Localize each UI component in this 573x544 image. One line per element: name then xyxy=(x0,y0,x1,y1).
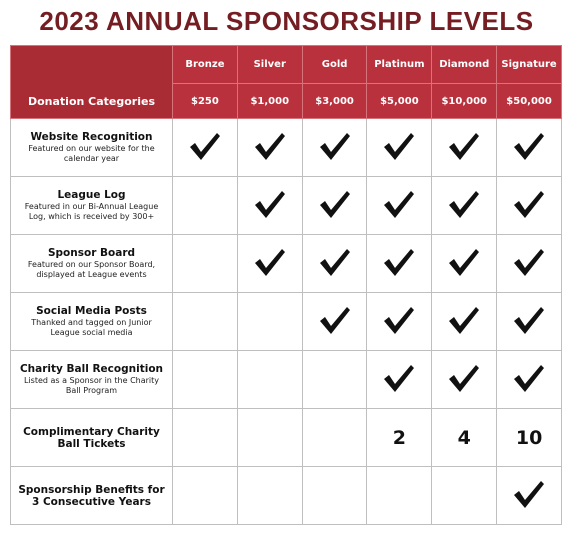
benefit-cell xyxy=(237,409,302,467)
benefit-cell xyxy=(367,119,432,177)
benefit-cell xyxy=(497,467,562,525)
benefit-label xyxy=(11,177,173,235)
tier-silver: Silver xyxy=(237,46,302,84)
table-body xyxy=(11,119,562,525)
table-row xyxy=(11,177,562,235)
checkmark-icon xyxy=(318,130,352,162)
checkmark-icon xyxy=(512,246,546,278)
benefit-cell xyxy=(497,409,562,467)
checkmark-icon xyxy=(512,188,546,220)
benefit-cell xyxy=(497,119,562,177)
benefit-cell xyxy=(173,467,238,525)
checkmark-icon xyxy=(382,188,416,220)
benefit-cell xyxy=(432,177,497,235)
benefit-description: Listed as a Sponsor in the Charity Ball Program xyxy=(23,376,160,395)
benefit-cell xyxy=(237,293,302,351)
price-diamond: $10,000 xyxy=(432,84,497,119)
benefit-cell xyxy=(173,351,238,409)
checkmark-icon xyxy=(447,130,481,162)
checkmark-icon xyxy=(512,304,546,336)
benefit-description: Thanked and tagged on Junior League social media xyxy=(31,318,152,337)
benefit-cell xyxy=(173,235,238,293)
benefit-title: Sponsorship Benefits for 3 Consecutive Years xyxy=(18,483,165,508)
table-row xyxy=(11,235,562,293)
ticket-count: 4 xyxy=(457,426,471,449)
benefit-cell xyxy=(237,119,302,177)
table-row xyxy=(11,409,562,467)
benefit-cell xyxy=(367,351,432,409)
benefit-cell xyxy=(173,409,238,467)
checkmark-icon xyxy=(512,478,546,510)
tier-bronze: Bronze xyxy=(173,46,238,84)
price-platinum: $5,000 xyxy=(367,84,432,119)
benefit-label xyxy=(11,351,173,409)
benefit-cell xyxy=(432,235,497,293)
checkmark-icon xyxy=(512,130,546,162)
tier-platinum: Platinum xyxy=(367,46,432,84)
checkmark-icon xyxy=(447,246,481,278)
checkmark-icon xyxy=(447,362,481,394)
checkmark-icon xyxy=(447,188,481,220)
benefit-cell xyxy=(432,293,497,351)
benefit-cell xyxy=(237,177,302,235)
checkmark-icon xyxy=(382,246,416,278)
benefit-cell xyxy=(302,119,367,177)
tier-gold: Gold xyxy=(302,46,367,84)
benefit-label xyxy=(11,293,173,351)
checkmark-icon xyxy=(382,130,416,162)
checkmark-icon xyxy=(253,246,287,278)
benefit-cell xyxy=(367,177,432,235)
benefit-cell xyxy=(302,351,367,409)
benefit-cell xyxy=(173,177,238,235)
price-bronze: $250 xyxy=(173,84,238,119)
sponsorship-table xyxy=(10,45,562,525)
benefit-cell xyxy=(367,409,432,467)
benefit-cell xyxy=(497,235,562,293)
benefit-cell xyxy=(367,467,432,525)
checkmark-icon xyxy=(318,188,352,220)
checkmark-icon xyxy=(188,130,222,162)
benefit-cell xyxy=(367,235,432,293)
ticket-count: 2 xyxy=(392,426,407,449)
benefit-cell xyxy=(237,467,302,525)
checkmark-icon xyxy=(318,246,352,278)
benefit-cell xyxy=(497,293,562,351)
table-row xyxy=(11,351,562,409)
benefit-title: Website Recognition xyxy=(30,131,153,143)
table-row xyxy=(11,119,562,177)
checkmark-icon xyxy=(447,304,481,336)
checkmark-icon xyxy=(382,304,416,336)
benefit-description: Featured in our Bi-Annual League Log, which is received by 300+ xyxy=(24,202,159,221)
checkmark-icon xyxy=(253,130,287,162)
benefit-title: League Log xyxy=(57,189,126,201)
tier-signature: Signature xyxy=(497,46,562,84)
benefit-label xyxy=(11,235,173,293)
price-silver: $1,000 xyxy=(237,84,302,119)
benefit-description: Featured on our website for the calendar year xyxy=(28,144,155,163)
benefit-cell xyxy=(173,293,238,351)
benefit-label xyxy=(11,409,173,467)
benefit-cell xyxy=(237,235,302,293)
benefit-title: Social Media Posts xyxy=(36,305,147,317)
benefit-cell xyxy=(432,467,497,525)
benefit-description: Featured on our Sponsor Board, displayed at League events xyxy=(27,260,156,279)
benefit-label xyxy=(11,467,173,525)
benefit-cell xyxy=(432,119,497,177)
price-gold: $3,000 xyxy=(302,84,367,119)
benefit-label xyxy=(11,119,173,177)
benefit-cell xyxy=(302,467,367,525)
benefit-cell xyxy=(302,293,367,351)
donation-categories-header: Donation Categories xyxy=(11,46,173,119)
benefit-cell xyxy=(432,409,497,467)
table-row xyxy=(11,293,562,351)
checkmark-icon xyxy=(382,362,416,394)
benefit-title: Complimentary Charity Ball Tickets xyxy=(23,425,160,450)
benefit-cell xyxy=(432,351,497,409)
price-signature: $50,000 xyxy=(497,84,562,119)
benefit-title: Sponsor Board xyxy=(47,247,136,259)
benefit-cell xyxy=(497,351,562,409)
benefit-cell xyxy=(302,177,367,235)
ticket-count: 10 xyxy=(515,426,543,449)
benefit-cell xyxy=(302,235,367,293)
benefit-cell xyxy=(367,293,432,351)
checkmark-icon xyxy=(253,188,287,220)
benefit-cell xyxy=(173,119,238,177)
tier-header-row xyxy=(11,46,562,84)
checkmark-icon xyxy=(512,362,546,394)
benefit-title: Charity Ball Recognition xyxy=(19,363,164,375)
benefit-cell xyxy=(497,177,562,235)
tier-diamond: Diamond xyxy=(432,46,497,84)
checkmark-icon xyxy=(318,304,352,336)
table-row xyxy=(11,467,562,525)
benefit-cell xyxy=(237,351,302,409)
benefit-cell xyxy=(302,409,367,467)
page-title: 2023 ANNUAL SPONSORSHIP LEVELS xyxy=(39,6,534,36)
